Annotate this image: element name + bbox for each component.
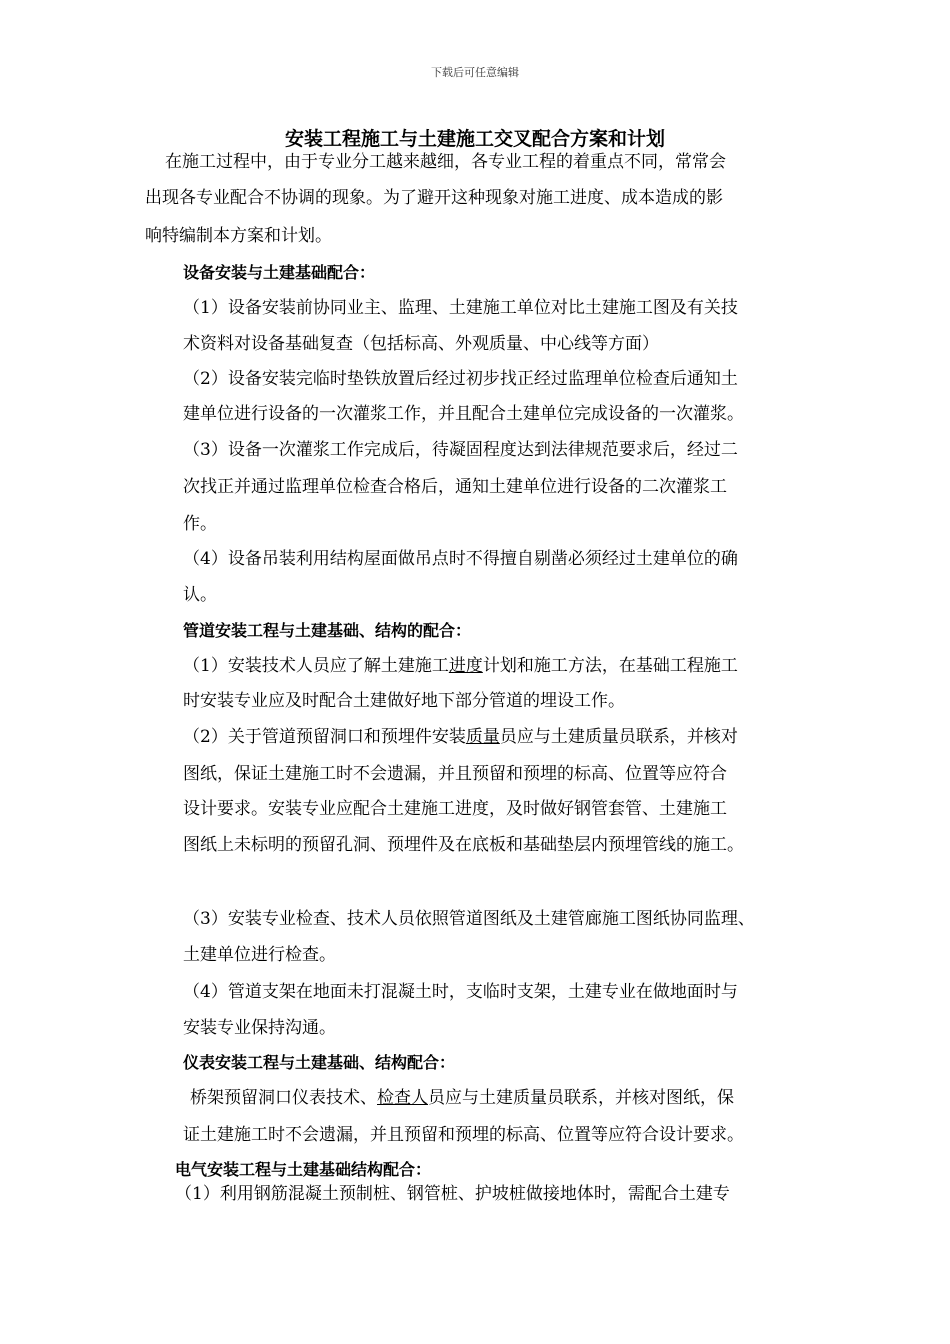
intro-line-2: 出现各专业配合不协调的现象。为了避开这种现象对施工进度、成本造成的影 bbox=[145, 188, 723, 208]
sec1-line-9: 认。 bbox=[183, 585, 217, 605]
sec2-line-9: （4）管道支架在地面未打混凝土时，支临时支架，土建专业在做地面时与 bbox=[183, 982, 738, 1002]
sec1-line-7: 作。 bbox=[183, 514, 217, 534]
sec1-line-4: 建单位进行设备的一次灌浆工作，并且配合土建单位完成设备的一次灌浆。 bbox=[183, 404, 744, 424]
sec1-line-8: （4）设备吊装利用结构屋面做吊点时不得擅自剔凿必须经过土建单位的确 bbox=[183, 549, 738, 569]
section-heading-piping: 管道安装工程与土建基础、结构的配合： bbox=[183, 621, 472, 640]
sec2-line-1-b: 计划和施工方法，在基础工程施工 bbox=[482, 656, 738, 676]
sec1-line-1: （1）设备安装前协同业主、监理、土建施工单位对比土建施工图及有关技 bbox=[183, 298, 738, 318]
sec2-line-4: 图纸，保证土建施工时不会遗漏，并且预留和预埋的标高、位置等应符合 bbox=[183, 764, 727, 784]
sec1-line-3: （2）设备安装完临时垫铁放置后经过初步找正经过监理单位检查后通知土 bbox=[183, 369, 738, 389]
section-heading-equipment: 设备安装与土建基础配合： bbox=[183, 263, 376, 282]
sec2-line-3 bbox=[183, 726, 738, 748]
sec3-line-1-a: 桥架预留洞口仪表技术、 bbox=[190, 1088, 377, 1108]
sec1-line-5: （3）设备一次灌浆工作完成后，待凝固程度达到法律规范要求后，经过二 bbox=[183, 440, 738, 460]
sec2-line-2: 时安装专业应及时配合土建做好地下部分管道的埋设工作。 bbox=[183, 691, 625, 711]
sec2-line-3-a: （2）关于管道预留洞口和预埋件安装 bbox=[183, 727, 466, 747]
sec2-line-8: 土建单位进行检查。 bbox=[183, 945, 336, 965]
sec1-line-2: 术资料对设备基础复查（包括标高、外观质量、中心线等方面） bbox=[183, 334, 659, 354]
sec2-line-7: （3）安装专业检查、技术人员依照管道图纸及土建管廊施工图纸协同监理、 bbox=[183, 909, 755, 929]
progress-link[interactable]: 进度 bbox=[448, 656, 483, 676]
sec2-line-6: 图纸上未标明的预留孔洞、预埋件及在底板和基础垫层内预埋管线的施工。 bbox=[183, 835, 744, 855]
sec3-line-1-b: 员应与土建质量员联系，并核对图纸，保 bbox=[428, 1088, 734, 1108]
sec2-line-1 bbox=[183, 655, 738, 677]
sec2-line-10: 安装专业保持沟通。 bbox=[183, 1018, 336, 1038]
header-note: 下载后可任意编辑 bbox=[431, 66, 519, 79]
inspector-link[interactable]: 检查人 bbox=[377, 1088, 428, 1108]
sec2-line-3-b: 员应与土建质量员联系，并核对 bbox=[499, 727, 738, 747]
intro-line-1: 在施工过程中，由于专业分工越来越细，各专业工程的着重点不同，常常会 bbox=[165, 152, 726, 172]
document-title: 安装工程施工与土建施工交叉配合方案和计划 bbox=[284, 128, 665, 150]
sec3-line-2: 证土建施工时不会遗漏，并且预留和预埋的标高、位置等应符合设计要求。 bbox=[183, 1125, 744, 1145]
quality-link[interactable]: 质量 bbox=[465, 727, 500, 747]
sec3-line-1 bbox=[190, 1087, 734, 1109]
sec2-line-5: 设计要求。安装专业应配合土建施工进度，及时做好钢管套管、土建施工 bbox=[183, 799, 727, 819]
sec1-line-6: 次找正并通过监理单位检查合格后，通知土建单位进行设备的二次灌浆工 bbox=[183, 477, 727, 497]
intro-line-3: 响特编制本方案和计划。 bbox=[145, 226, 332, 246]
section-heading-instrument: 仪表安装工程与土建基础、结构配合： bbox=[183, 1053, 456, 1072]
section-heading-electrical: 电气安装工程与土建基础结构配合： bbox=[175, 1160, 432, 1179]
sec2-line-1-a: （1）安装技术人员应了解土建施工 bbox=[183, 656, 449, 676]
sec4-line-1: （1）利用钢筋混凝土预制桩、钢管桩、护坡桩做接地体时，需配合土建专 bbox=[175, 1184, 730, 1204]
